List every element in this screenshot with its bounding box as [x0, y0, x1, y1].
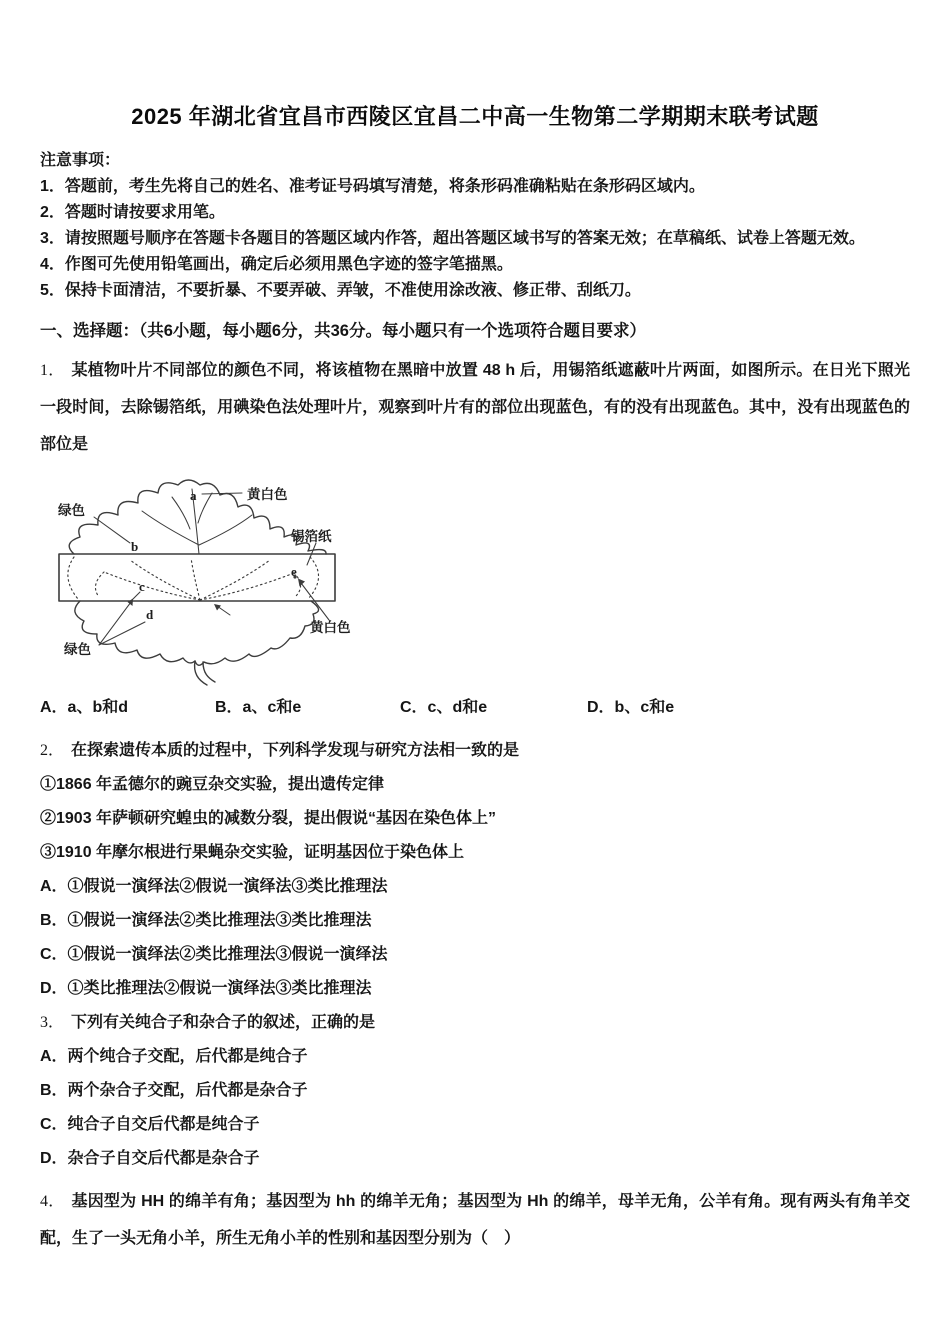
notice-item-2: 2．答题时请按要求用笔。	[40, 204, 225, 221]
section-header: 一、选择题：（共6小题，每小题6分，共36分。每小题只有一个选项符合题目要求）	[40, 322, 646, 340]
notice-item-3: 3．请按照题号顺序在答题卡各题目的答题区域内作答，超出答题区域书写的答案无效；在草稿纸、试卷上答题无效。	[40, 230, 865, 247]
label-yellow-white-bottom: 黄白色	[310, 620, 351, 635]
question-2-option-b: B．①假说一演绎法②类比推理法③类比推理法	[40, 912, 372, 929]
notice-heading: 注意事项：	[40, 152, 121, 169]
question-1-stem-line	[40, 352, 910, 463]
leaf-outline	[59, 480, 335, 685]
question-1-option-d: D．b、c和e	[587, 699, 675, 716]
question-1-option-a: A．a、b和d	[40, 699, 129, 716]
question-3-option-a: A．两个纯合子交配，后代都是纯合子	[40, 1048, 308, 1065]
label-a: a	[190, 488, 197, 503]
label-c: c	[139, 579, 145, 594]
label-green-bottom: 绿色	[64, 642, 91, 657]
question-3-stem-line	[40, 1006, 910, 1040]
question-1-options	[40, 692, 910, 724]
question-2-option-c: C．①假说一演绎法②类比推理法③假说一演绎法	[40, 946, 388, 963]
question-1	[40, 352, 910, 724]
question-2-option-d: D．①类比推理法②假说一演绎法③类比推理法	[40, 980, 372, 997]
leaf-diagram	[44, 473, 454, 688]
question-3-stem: 下列有关纯合子和杂合子的叙述，正确的是	[71, 1014, 376, 1031]
question-1-number: 1．	[40, 362, 65, 379]
notice-item-1: 1．答题前，考生先将自己的姓名、准考证号码填写清楚，将条形码准确粘贴在条形码区域内。	[40, 178, 705, 195]
question-2-option-a: A．①假说一演绎法②假说一演绎法③类比推理法	[40, 878, 388, 895]
question-3-option-d: D．杂合子自交后代都是杂合子	[40, 1150, 260, 1167]
page-title: 2025 年湖北省宜昌市西陵区宜昌二中高一生物第二学期期末联考试题	[131, 104, 819, 129]
question-1-option-b: B．a、c和e	[215, 699, 302, 716]
question-2-subitem-3: ③1910 年摩尔根进行果蝇杂交实验，证明基因位于染色体上	[40, 844, 465, 861]
label-b: b	[131, 539, 139, 554]
notice-item-4: 4．作图可先使用铅笔画出，确定后必须用黑色字迹的签字笔描黑。	[40, 256, 513, 273]
question-2-stem-line	[40, 734, 910, 768]
notice-section	[40, 147, 910, 304]
question-4	[40, 1183, 910, 1257]
question-2-stem: 在探索遗传本质的过程中，下列科学发现与研究方法相一致的是	[71, 742, 520, 759]
question-3-option-b: B．两个杂合子交配，后代都是杂合子	[40, 1082, 308, 1099]
label-e: e	[291, 564, 297, 579]
label-yellow-white-top: 黄白色	[247, 487, 288, 502]
question-4-stem: 基因型为 HH 的绵羊有角；基因型为 hh 的绵羊无角；基因型为 Hh 的绵羊，母羊无角，公羊有角。现有两头有角羊交配，生了一头无角小羊，所生无角小羊的性别和基因型分别为（ ）	[40, 1193, 910, 1247]
question-3-option-c: C．纯合子自交后代都是纯合子	[40, 1116, 260, 1133]
foil-hidden-dotted	[68, 557, 319, 600]
label-foil: 锡箔纸	[291, 529, 332, 544]
label-green-top: 绿色	[58, 503, 85, 518]
question-4-stem-line	[40, 1183, 910, 1257]
question-3	[40, 1006, 910, 1176]
question-2	[40, 734, 910, 1006]
label-d: d	[146, 607, 154, 622]
question-1-stem: 某植物叶片不同部位的颜色不同，将该植物在黑暗中放置 48 h 后，用锡箔纸遮蔽叶片两面，如图所示。在日光下照光一段时间，去除锡箔纸，用碘染色法处理叶片，观察到叶片有的部位出现蓝色，有的没有出现蓝色。其中，没有出现蓝色的部位是	[40, 362, 910, 453]
question-4-number: 4．	[40, 1193, 65, 1210]
question-2-subitem-1: ①1866 年孟德尔的豌豆杂交实验，提出遗传定律	[40, 776, 385, 793]
question-2-number: 2．	[40, 742, 65, 759]
question-3-number: 3．	[40, 1014, 65, 1031]
question-2-subitem-2: ②1903 年萨顿研究蝗虫的减数分裂，提出假说“基因在染色体上”	[40, 810, 497, 827]
question-1-option-c: C．c、d和e	[400, 699, 488, 716]
notice-item-5: 5．保持卡面清洁，不要折暴、不要弄破、弄皱，不准使用涂改液、修正带、刮纸刀。	[40, 282, 641, 299]
